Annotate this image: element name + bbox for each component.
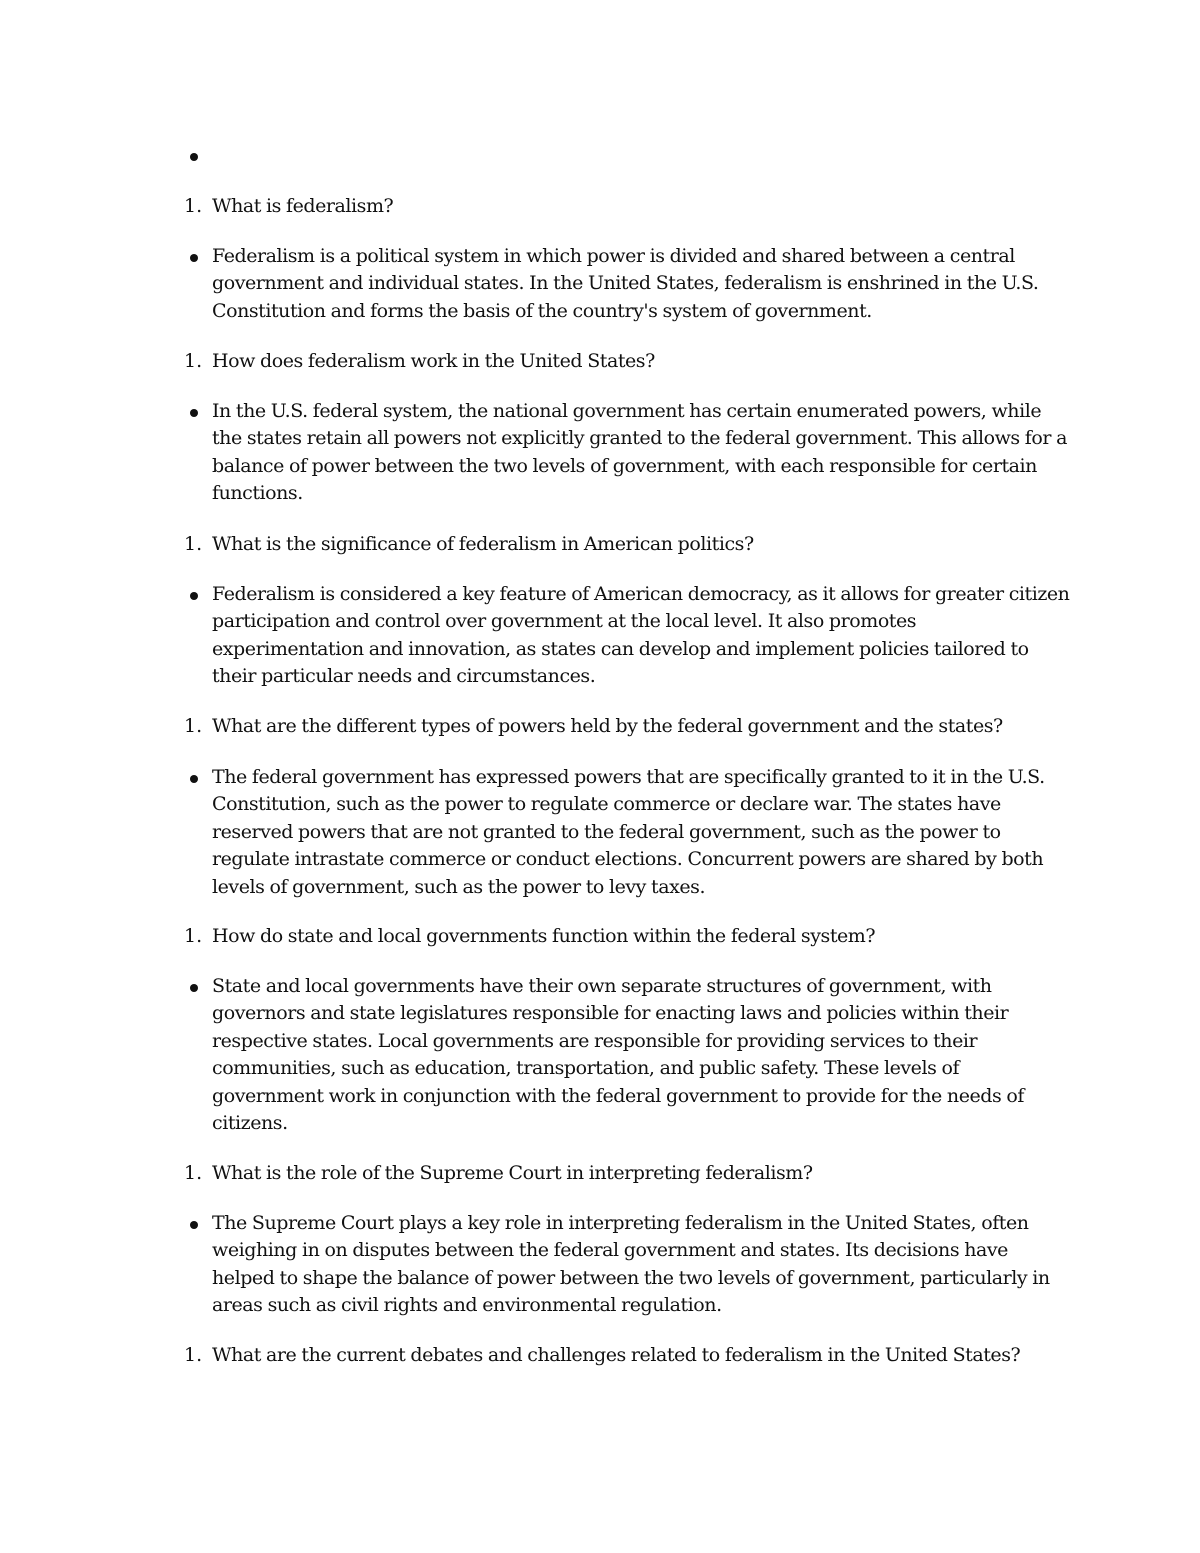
bullet-icon	[190, 1221, 198, 1229]
answer-text: In the U.S. federal system, the national government has certain enumerated powers, while the states retain all powers not explicitly granted to the federal government. This allows for a balance of power between the two levels of government, with each responsible for certain functions.	[212, 400, 1067, 505]
list-number: 1.	[184, 925, 203, 947]
question-text: How do state and local governments function within the federal system?	[212, 925, 876, 947]
answer-text: Federalism is considered a key feature of American democracy, as it allows for greater citizen participation and control over government at the local level. It also promotes experimentation and innovation, as states can develop and implement policies tailored to their particular needs and circumstances.	[212, 583, 1070, 688]
bullet-icon	[190, 984, 198, 992]
question-text: What is the significance of federalism in American politics?	[212, 533, 754, 555]
list-number: 1.	[184, 195, 203, 217]
bullet-icon	[190, 409, 198, 417]
list-number: 1.	[184, 350, 203, 372]
list-number: 1.	[184, 1162, 203, 1184]
bullet-icon	[190, 153, 198, 161]
question-text: What are the current debates and challenges related to federalism in the United States?	[212, 1344, 1021, 1366]
answer-text: State and local governments have their own separate structures of government, with governors and state legislatures responsible for enacting laws and policies within their respective states. Local governments are responsible for providing services to their communities, such as education, transportation, and public safety. These levels of government work in conjunction with the federal government to provide for the needs of citizens.	[212, 975, 1024, 1135]
bullet-icon	[190, 592, 198, 600]
bullet-icon	[190, 254, 198, 262]
bullet-icon	[190, 775, 198, 783]
answer-text: The Supreme Court plays a key role in interpreting federalism in the United States, often weighing in on disputes between the federal government and states. Its decisions have helped to shape the balance of power between the two levels of government, particularly in areas such as civil rights and environmental regulation.	[212, 1212, 1050, 1317]
list-number: 1.	[184, 1344, 203, 1366]
question-text: What is the role of the Supreme Court in interpreting federalism?	[212, 1162, 813, 1184]
question-text: How does federalism work in the United States?	[212, 350, 655, 372]
answer-text: The federal government has expressed powers that are specifically granted to it in the U.S. Constitution, such as the power to regulate commerce or declare war. The states have reserved powers that are not granted to the federal government, such as the power to regulate intrastate commerce or conduct elections. Concurrent powers are shared by both levels of government, such as the power to levy taxes.	[212, 766, 1045, 898]
list-number: 1.	[184, 533, 203, 555]
list-number: 1.	[184, 715, 203, 737]
answer-text: Federalism is a political system in which power is divided and shared between a central government and individual states. In the United States, federalism is enshrined in the U.S. Constitution and forms the basis of the country's system of government.	[212, 245, 1039, 322]
question-text: What is federalism?	[212, 195, 394, 217]
question-text: What are the different types of powers held by the federal government and the states?	[212, 715, 1003, 737]
